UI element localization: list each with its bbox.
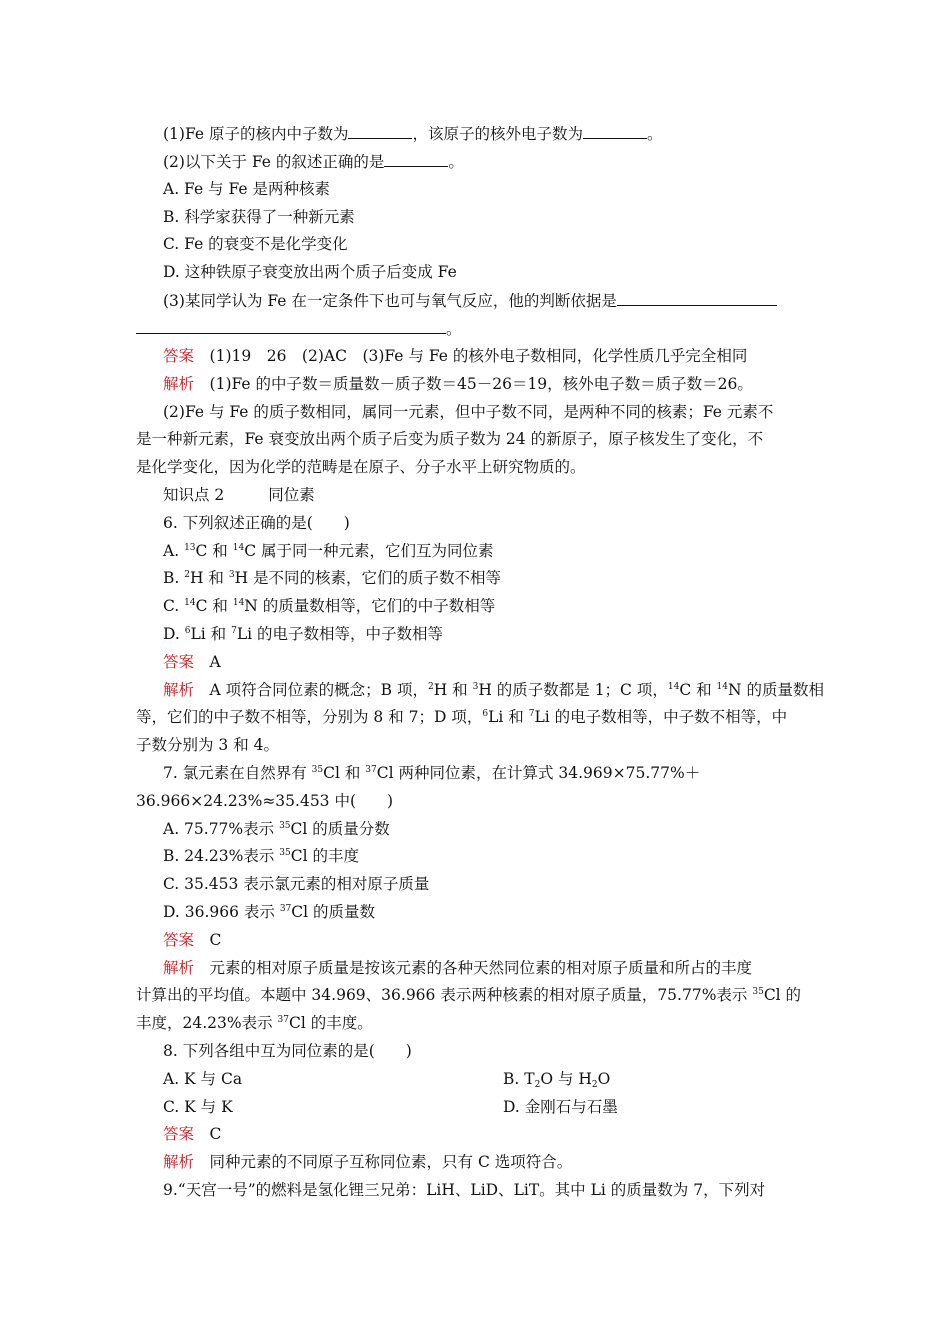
q7-answer: 答案 C — [163, 931, 222, 949]
blank — [136, 318, 446, 334]
q7-option-d: D. 36.966 表示 $^{37}$Cl 的质量数 — [163, 903, 376, 921]
q5-option-d: D. 这种铁原子衰变放出两个质子后变成 Fe — [163, 263, 457, 281]
q6-explanation-3: 子数分别为 3 和 4。 — [136, 736, 280, 754]
q8-explanation: 解析 同种元素的不同原子互称同位素，只有 C 选项符合。 — [163, 1153, 573, 1171]
q8-option-a: A. K 与 Ca — [163, 1070, 243, 1088]
q7-stem: 7. 氯元素在自然界有 $^{35}$Cl 和 $^{37}$Cl 两种同位素，在计算式 34.969×75.77%＋ — [163, 764, 701, 782]
q5-option-b: B. 科学家获得了一种新元素 — [163, 208, 355, 226]
q6-option-d: D. $^6$Li 和 $^7$Li 的电子数相等，中子数相等 — [163, 625, 443, 643]
q6-answer: 答案 A — [163, 653, 221, 671]
blank — [617, 290, 777, 306]
q5-option-c: C. Fe 的衰变不是化学变化 — [163, 235, 348, 253]
q6-explanation: 解析 A 项符合同位素的概念；B 项，$^2$H 和 $^3$H 的质子数都是 1；C 项，$^{14}$C 和 $^{14}$N 的质量数相 — [163, 681, 824, 699]
q7-stem-2: 36.966×24.23%≈35.453 中( ) — [136, 792, 394, 810]
q6-stem: 6. 下列叙述正确的是( ) — [163, 514, 350, 532]
blank — [384, 151, 448, 167]
q5-part1: (1)Fe 原子的核内中子数为 ，该原子的核外电子数为 。 — [163, 125, 663, 143]
q8-option-b: B. $T_2O$ 与 $H_2O$ — [503, 1070, 611, 1090]
q5-explanation-3: 是一种新元素，Fe 衰变放出两个质子后变为质子数为 24 的新原子，原子核发生了变化，不 — [136, 430, 764, 448]
blank — [348, 123, 412, 139]
q6-option-c: C. $^{14}$C 和 $^{14}$N 的质量数相等，它们的中子数相等 — [163, 597, 496, 615]
blank — [583, 123, 647, 139]
q5-explanation-4: 是化学变化，因为化学的范畴是在原子、分子水平上研究物质的。 — [136, 458, 586, 476]
q5-part3-cont: 。 — [136, 318, 462, 339]
q7-option-a: A. 75.77%表示 $^{35}$Cl 的质量分数 — [163, 820, 390, 838]
q7-option-b: B. 24.23%表示 $^{35}$Cl 的丰度 — [163, 847, 359, 865]
q5-part2: (2)以下关于 Fe 的叙述正确的是 。 — [163, 153, 464, 171]
q5-answer: 答案 (1)19 26 (2)AC (3)Fe 与 Fe 的核外电子数相同，化学性质几乎完全相同 — [163, 347, 748, 365]
q8-option-c: C. K 与 K — [163, 1098, 233, 1116]
q7-option-c: C. 35.453 表示氯元素的相对原子质量 — [163, 875, 430, 893]
q5-option-a: A. Fe 与 Fe 是两种核素 — [163, 180, 330, 198]
q8-stem: 8. 下列各组中互为同位素的是( ) — [163, 1042, 412, 1060]
q7-explanation: 解析 元素的相对原子质量是按该元素的各种天然同位素的相对原子质量和所占的丰度 — [163, 959, 753, 977]
q5-explanation: 解析 (1)Fe 的中子数＝质量数－质子数＝45－26＝19，核外电子数＝质子数＝26。 — [163, 375, 753, 393]
section-heading: 知识点 2 同位素 — [163, 486, 315, 504]
q7-explanation-2: 计算出的平均值。本题中 34.969、36.966 表示两种核素的相对原子质量，75.77%表示 $^{35}$Cl 的 — [136, 986, 802, 1004]
q6-option-b: B. $^2$H 和 $^3$H 是不同的核素，它们的质子数不相等 — [163, 569, 502, 587]
q9-stem: 9.“天宫一号”的燃料是氢化锂三兄弟：LiH、LiD、LiT。其中 Li 的质量数为 7，下列对 — [163, 1181, 766, 1199]
q8-option-d: D. 金刚石与石墨 — [503, 1098, 618, 1116]
q6-explanation-2: 等，它们的中子数不相等，分别为 8 和 7；D 项，$^6$Li 和 $^7$Li 的电子数相等，中子数不相等，中 — [136, 708, 788, 726]
q6-option-a: A. $^{13}$C 和 $^{14}$C 属于同一种元素，它们互为同位素 — [163, 542, 494, 560]
q5-part3: (3)某同学认为 Fe 在一定条件下也可与氧气反应，他的判断依据是 — [163, 290, 777, 311]
q8-answer: 答案 C — [163, 1125, 222, 1143]
q7-explanation-3: 丰度，24.23%表示 $^{37}$Cl 的丰度。 — [136, 1014, 373, 1032]
q5-explanation-2: (2)Fe 与 Fe 的质子数相同，属同一元素，但中子数不同，是两种不同的核素；Fe 元素不 — [163, 403, 774, 421]
